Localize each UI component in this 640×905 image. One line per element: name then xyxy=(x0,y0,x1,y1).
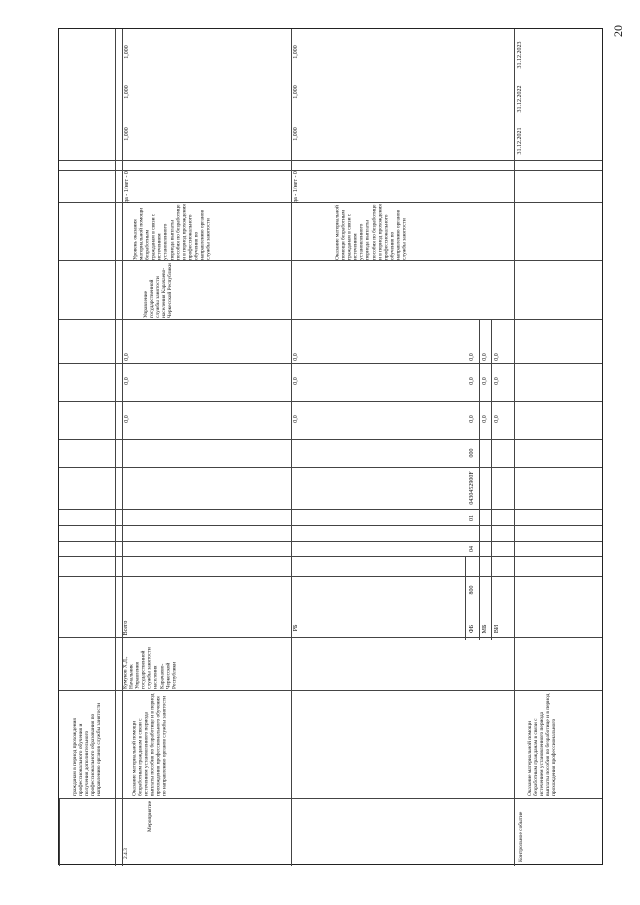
control-date-2021: 31.12.2021 xyxy=(516,127,523,155)
row-divider xyxy=(59,525,602,526)
value-fb-2023: 0,0 xyxy=(468,415,475,423)
indicator-2021: 1,000 xyxy=(123,127,130,141)
row-divider xyxy=(59,401,602,402)
col-divider xyxy=(291,29,292,866)
row-divider xyxy=(59,363,602,364)
budget-source-total: Всего xyxy=(122,620,129,636)
measure-name-cell: Оказание материальной помощи безработным гражданам в связи с истечением установленного периода выплаты пособия по безработице и в период прохождения профессионального обучения по направлению органов службы занятости xyxy=(131,692,169,796)
measure-code-cell: 2.4.3 xyxy=(122,847,129,859)
value-mb-2022: 0,0 xyxy=(481,377,488,385)
row-divider xyxy=(59,576,602,577)
row-divider xyxy=(59,170,602,171)
value-rb-2021: 0,0 xyxy=(292,353,299,361)
row-divider xyxy=(59,556,602,557)
indicator-2023-b: 1,000 xyxy=(292,45,299,59)
indicator-2022-b: 1,000 xyxy=(292,85,299,99)
measure-kind-cell: Мероприятие xyxy=(146,800,153,832)
fb-vr: 000 xyxy=(468,448,475,458)
row-divider xyxy=(59,467,602,468)
unit-cell: да - 1/нет - 0 xyxy=(123,170,130,203)
result-indicator-cell: Уровень оказания материальной помощи безработным гражданам в связи с истечением установленного периода выплаты пособия по безработице и в период прохождения профессионального обучения по направлению органов службы занятости xyxy=(132,202,212,260)
value-fb-2021: 0,0 xyxy=(468,353,475,361)
value-mb-2023: 0,0 xyxy=(481,415,488,423)
result-indicator-cell-2: Оказание материальной помощи безработным гражданам в связи с истечением установленного периода выплаты пособия по безработице и в период прохождения профессионального обучения по направлению органов службы занятости xyxy=(334,202,408,260)
page-number: 20 xyxy=(611,25,625,37)
program-table xyxy=(58,28,603,865)
measure-executor-cell: Кумуков Х.Д., Начальник Управления государственной службы занятости населения Карачаево-Черкесской Республики xyxy=(122,645,178,689)
indicator-2022: 1,000 xyxy=(123,85,130,99)
budget-source-fb: ФБ xyxy=(468,624,475,634)
intro-name-cell: гражданам в период прохождения профессионального обучения и получения дополнительного профессионального образования по направлению органов службы занятости xyxy=(71,702,103,796)
value-total-2021: 0,0 xyxy=(123,353,130,361)
value-mb-2021: 0,0 xyxy=(481,353,488,361)
value-vi-2022: 0,0 xyxy=(493,377,500,385)
row-divider xyxy=(59,541,602,542)
result-org-cell: Управление государственной службы занятости населения Карачаево-Черкесской Республики xyxy=(142,263,174,318)
col-divider xyxy=(59,798,60,866)
fb-rz: 04 xyxy=(468,546,475,552)
value-fb-2022: 0,0 xyxy=(468,377,475,385)
value-vi-2021: 0,0 xyxy=(493,353,500,361)
control-date-2022: 31.12.2022 xyxy=(516,85,523,113)
fb-pr: 01 xyxy=(468,514,475,521)
control-event-name: Оказание материальной помощи безработным гражданам в связи с истечением установленного периода выплаты пособия по безработице и в период прохождения профессионального xyxy=(526,692,558,796)
value-rb-2022: 0,0 xyxy=(292,377,299,385)
value-vi-2023: 0,0 xyxy=(493,415,500,423)
indicator-2023: 1,000 xyxy=(123,45,130,59)
value-rb-2023: 0,0 xyxy=(292,415,299,423)
row-divider xyxy=(59,509,602,510)
fb-csr: 0430452900F xyxy=(468,471,475,505)
unit-cell-2: да - 1/нет - 0 xyxy=(292,170,299,203)
indicator-2021-b: 1,000 xyxy=(292,127,299,141)
row-divider xyxy=(59,319,602,320)
budget-source-vi: ВИ xyxy=(493,624,500,634)
value-total-2022: 0,0 xyxy=(123,377,130,385)
budget-source-mb: МБ xyxy=(481,624,488,634)
value-total-2023: 0,0 xyxy=(123,415,130,423)
row-divider xyxy=(59,439,602,440)
budget-source-rb: РБ xyxy=(292,624,299,632)
control-event-kind: Контрольное событие xyxy=(517,811,524,862)
control-date-2023: 31.12.2023 xyxy=(516,41,523,69)
col-divider xyxy=(115,29,116,866)
fb-grbs: 800 xyxy=(468,585,475,595)
